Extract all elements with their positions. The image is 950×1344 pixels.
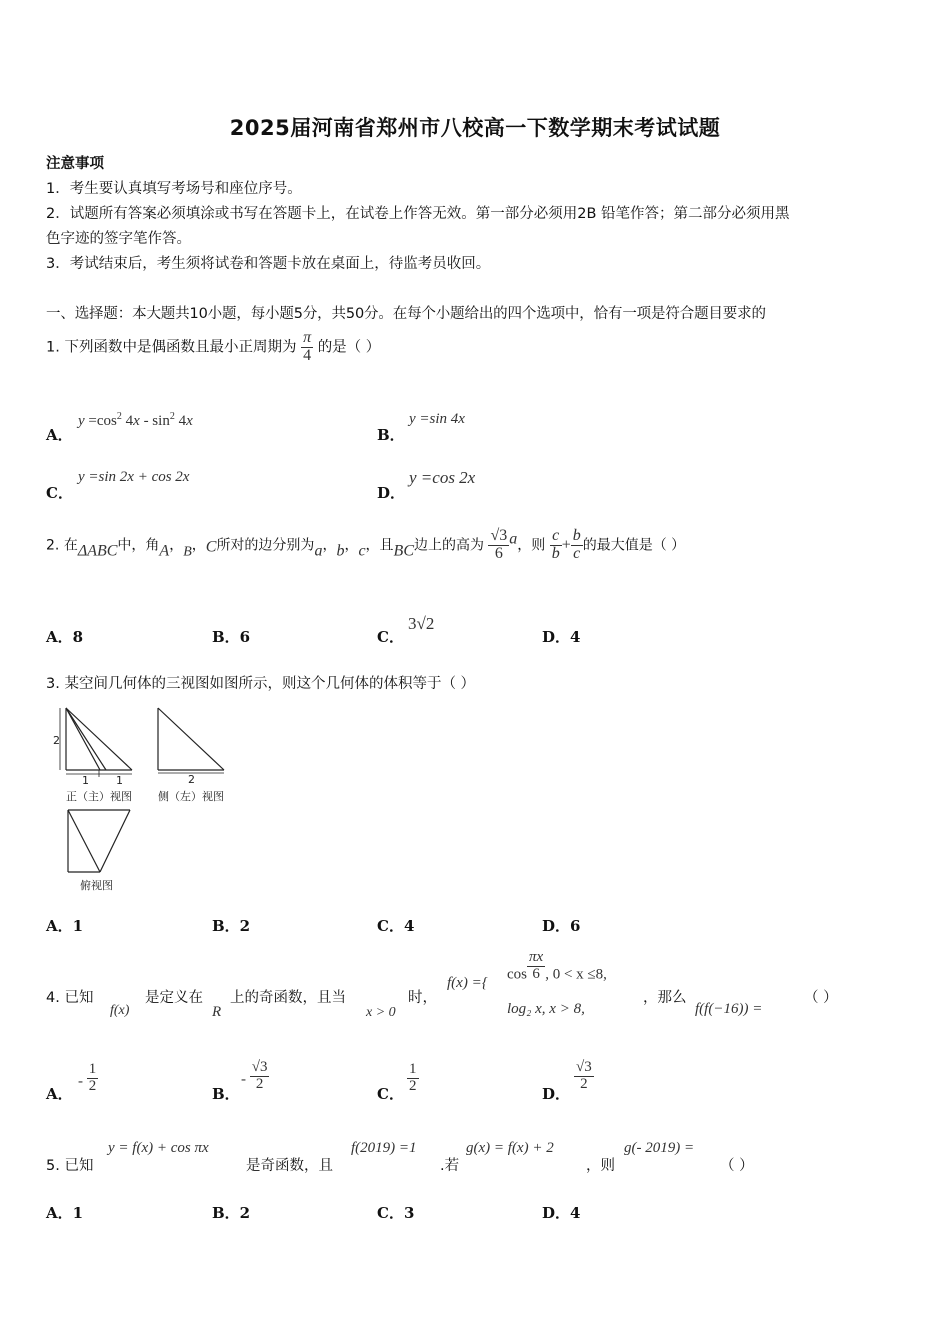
period-fraction <box>301 330 313 365</box>
var-c-angle: C <box>205 538 217 556</box>
dim-height-label: 2 <box>53 734 60 747</box>
q3-option-d[interactable]: D．6 <box>542 917 581 935</box>
question-text: 某空间几何体的三视图如图所示，则这个几何体的体积等于（ ） <box>64 676 476 692</box>
case-1-condition: , 0 < x ≤8, <box>545 966 607 983</box>
text: 的最大值是（ ） <box>582 537 686 554</box>
triangle-abc: ΔABC <box>77 542 118 560</box>
q4-text-4: 时， <box>408 990 437 1006</box>
q5-option-d[interactable]: D．4 <box>542 1204 581 1222</box>
q4-option-a-expr <box>78 1062 98 1095</box>
f-of-x: f(x) <box>110 1003 130 1018</box>
fraction-numerator: π <box>303 329 312 346</box>
q1-option-a-label[interactable]: A． <box>46 426 73 444</box>
question-text: 下列函数中是偶函数且最小正周期为 <box>64 339 297 356</box>
top-right-diagonal <box>100 810 130 872</box>
top-view-caption: 俯视图 <box>80 879 113 892</box>
pi-x-over-6 <box>527 950 545 983</box>
comma: ， <box>322 537 337 554</box>
q3-option-c[interactable]: C．4 <box>377 917 415 935</box>
q5-expression-2: f(2019) =1 <box>351 1140 417 1156</box>
text: 所对的边分别为 <box>216 537 315 554</box>
front-hypotenuse <box>66 708 132 770</box>
fraction-1-over-2 <box>407 1062 419 1095</box>
fraction-numerator: c <box>552 527 560 544</box>
fraction-sqrt3-over-2 <box>250 1060 270 1093</box>
q4-option-a-label[interactable]: A． <box>46 1085 73 1103</box>
piecewise-case-2: log₂ x, x > 8, <box>507 1001 585 1017</box>
q1-option-d-expr: y =cos 2x <box>409 468 476 487</box>
segment-bc: BC <box>393 542 414 560</box>
text: 在 <box>63 537 78 554</box>
front-view-caption: 正（主）视图 <box>66 790 132 803</box>
q3-option-b[interactable]: B．2 <box>212 917 251 935</box>
q1-option-b-expr: y =sin 4x <box>409 411 465 427</box>
fraction-numerator: 1 <box>409 1061 417 1077</box>
q1-option-a-expr: $y =\cos^2$ $4x - \sin^2 4x$ <box>78 411 193 429</box>
q2-option-a[interactable]: A．8 <box>46 628 84 646</box>
side-hypotenuse <box>158 708 224 770</box>
fraction-c-over-b <box>550 528 562 563</box>
notes-heading: 注意事项 <box>46 156 104 172</box>
top-inner-diagonal <box>68 810 100 872</box>
q4-option-d-expr <box>574 1060 594 1093</box>
q1-option-c-expr: y =sin 2x + cos 2x <box>78 469 190 485</box>
side-view <box>158 708 224 773</box>
text: ，则 <box>517 537 546 554</box>
plus-sign: + <box>561 536 571 554</box>
notes-item-2-cont: 色字迹的签字笔作答。 <box>46 231 191 247</box>
text: ，且 <box>365 537 394 554</box>
section-heading: 一、选择题：本大题共10小题，每小题5分，共50分。在每个小题给出的四个选项中，恰有一项是符合题目要求的 <box>46 306 766 322</box>
set-r: R <box>212 1004 222 1020</box>
page-title: 2025届河南省郑州市八校高一下数学期末考试试题 <box>229 116 721 140</box>
front-inner-edge-2 <box>66 708 106 770</box>
text: 中，角 <box>117 537 160 554</box>
q1-option-b-label[interactable]: B． <box>377 426 405 444</box>
fraction-numerator: b <box>572 527 581 544</box>
minus-sign: - <box>78 1073 83 1090</box>
q5-option-b[interactable]: B．2 <box>212 1204 251 1222</box>
q5-text-5: （ ） <box>720 1158 754 1174</box>
q5-option-c[interactable]: C．3 <box>377 1204 415 1222</box>
notes-item-2: 2．试题所有答案必须填涂或书写在答题卡上，在试卷上作答无效。第一部分必须用2B 铅笔作答；第二部分必须用黑 <box>46 206 790 222</box>
fraction-1-over-2 <box>87 1062 99 1095</box>
q4-option-d-label[interactable]: D． <box>542 1085 571 1103</box>
q5-expression-4: g(- 2019) = <box>624 1140 695 1156</box>
var-b-side: b <box>336 542 345 560</box>
top-view <box>68 810 130 872</box>
q3-option-a[interactable]: A．1 <box>46 917 84 935</box>
var-a-angle: A <box>159 542 170 560</box>
fraction-sqrt3-over-2 <box>574 1060 594 1093</box>
question-2 <box>46 528 685 563</box>
text: 已知 <box>64 1158 94 1174</box>
text: 已知 <box>64 990 94 1006</box>
q4-text-5: ，那么 <box>643 990 687 1006</box>
fraction-numerator: √3 <box>251 1059 268 1075</box>
fraction-denominator: 2 <box>250 1076 270 1093</box>
question-5 <box>46 1154 93 1175</box>
front-inner-edge <box>66 708 100 770</box>
fraction-denominator: 2 <box>88 1077 97 1094</box>
notes-item-1: 1．考生要认真填写考场号和座位序号。 <box>46 181 302 197</box>
dim-left-label: 1 <box>82 774 89 787</box>
comma: ， <box>191 537 206 554</box>
q4-option-b-expr <box>241 1060 269 1093</box>
q2-option-d[interactable]: D．4 <box>542 628 581 646</box>
fraction-b-over-c <box>571 528 583 563</box>
var-a-side: a <box>314 542 323 560</box>
fraction-denominator: 2 <box>574 1076 594 1093</box>
comma: ， <box>169 537 184 554</box>
q1-option-c-label[interactable]: C． <box>46 484 73 502</box>
q4-option-c-expr <box>407 1062 419 1095</box>
question-number: 2. <box>46 537 60 554</box>
question-1 <box>46 330 380 365</box>
q5-option-a[interactable]: A．1 <box>46 1204 84 1222</box>
fraction-numerator: √3 <box>576 1059 592 1075</box>
q4-text-6: （ ） <box>804 990 838 1006</box>
question-4 <box>46 986 93 1007</box>
piecewise-case-1 <box>507 950 607 984</box>
fraction-denominator: b <box>551 544 560 562</box>
question-text-tail: 的是（ ） <box>317 339 381 356</box>
front-view <box>60 708 132 777</box>
fraction-denominator: c <box>571 545 583 563</box>
question-number: 1. <box>46 339 60 356</box>
q5-expression-1: y = f(x) + cos πx <box>108 1140 209 1156</box>
fraction-denominator: 4 <box>301 347 313 365</box>
q4-ask-expression: f(f(−16)) = <box>695 1001 763 1017</box>
notes-item-3: 3．考试结束后，考生须将试卷和答题卡放在桌面上，待监考员收回。 <box>46 256 491 272</box>
q4-text-2: 是定义在 <box>145 990 203 1006</box>
q5-text-2: 是奇函数，且 <box>246 1158 333 1174</box>
q2-option-c-expr: 3√2 <box>408 614 435 633</box>
q4-text-3: 上的奇函数，且当 <box>230 990 346 1006</box>
q2-option-c-label[interactable]: C． <box>377 628 404 646</box>
var-a: a <box>509 530 518 548</box>
dim-right-label: 1 <box>116 774 123 787</box>
three-view-figure <box>48 700 238 895</box>
var-b-angle: B <box>183 544 192 560</box>
fraction-numerator: 1 <box>88 1061 97 1077</box>
fraction-numerator: πx <box>529 949 544 965</box>
height-fraction <box>488 528 509 563</box>
side-view-caption: 侧（左）视图 <box>158 790 224 803</box>
question-number: 4. <box>46 990 60 1006</box>
q5-text-4: ，则 <box>586 1158 615 1174</box>
var-c-side: c <box>358 542 366 560</box>
q1-option-d-label[interactable]: D． <box>377 484 406 502</box>
fraction-denominator: 2 <box>409 1077 417 1094</box>
dim-side-label: 2 <box>188 773 195 786</box>
piecewise-lhs: f(x) ={ <box>447 975 488 991</box>
question-number: 3. <box>46 676 60 692</box>
minus-sign: - <box>241 1071 246 1088</box>
condition-x-positive: x > 0 <box>366 1005 396 1020</box>
q4-option-b-label[interactable]: B． <box>212 1085 240 1103</box>
cos-text: cos <box>507 966 527 983</box>
question-3 <box>46 672 475 693</box>
fraction-numerator: √3 <box>490 527 508 544</box>
fraction-denominator: 6 <box>488 545 509 563</box>
q5-expression-3: g(x) = f(x) + 2 <box>466 1140 554 1156</box>
text: 边上的高为 <box>414 537 484 554</box>
q5-text-3: .若 <box>440 1158 460 1174</box>
fraction-denominator: 6 <box>527 966 545 983</box>
q4-option-c-label[interactable]: C． <box>377 1085 404 1103</box>
question-number: 5. <box>46 1158 60 1174</box>
comma: ， <box>344 537 359 554</box>
q2-option-b[interactable]: B．6 <box>212 628 251 646</box>
